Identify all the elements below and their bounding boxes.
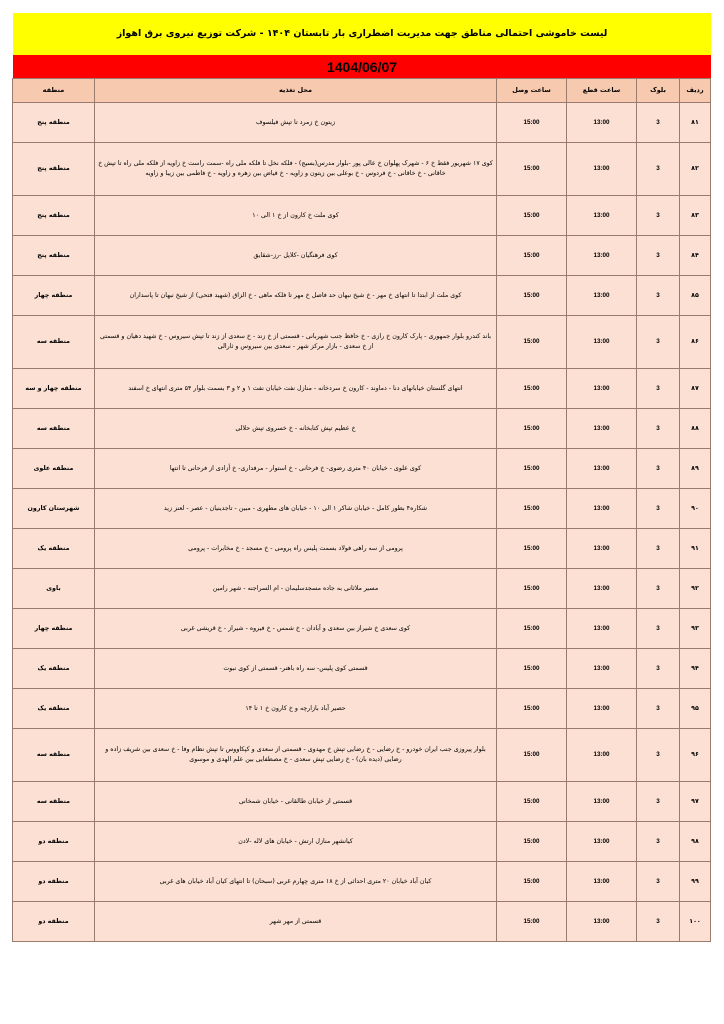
cell-row-number: ۸۹ bbox=[680, 449, 711, 489]
cell-feed-location: خ عظیم تپش کتابخانه - خ خسروی تپش حلالی bbox=[95, 409, 497, 449]
cell-feed-location: کوی ۱۷ شهریور فقط خ ۶ - شهرک پهلوان خ عالی پور -بلوار مدرس(بسیج) - فلکه نخل تا فلکه ملی راه -سمت راست خ زاویه از فلکه ملی راه تا تپش خ خاقانی - خ خاقانی - خ فردوس - خ بوعلی بین زیتون و زاویه - خ فیاض بین زهره و زاویه - خ فاطمی بین زیبا و زاویه bbox=[95, 143, 497, 196]
table-row bbox=[13, 782, 711, 822]
outage-schedule-table bbox=[12, 78, 711, 942]
cell-feed-location: انتهای گلستان خیابانهای دنا - دماوند - کارون خ سردخانه - منازل نفت خیابان نفت ۱ و ۲ و ۳ بسمت بلوار ۵۴ متری انتهای خ اسفند bbox=[95, 369, 497, 409]
cell-on-time: 15:00 bbox=[497, 103, 567, 143]
cell-feed-location: کوی فرهنگیان -کلایل -رز-شقایق bbox=[95, 236, 497, 276]
page-title: لیست خاموشی احتمالی مناطق جهت مدیریت اضطراری بار تابستان ۱۴۰۴ - شرکت توزیع نیروی برق اهواز bbox=[116, 27, 608, 39]
cell-off-time: 13:00 bbox=[567, 449, 637, 489]
cell-region: منطقه پنج bbox=[13, 196, 95, 236]
column-header-region: منطقه bbox=[13, 79, 95, 103]
cell-off-time: 13:00 bbox=[567, 409, 637, 449]
cell-block: 3 bbox=[637, 276, 680, 316]
cell-row-number: ۸۵ bbox=[680, 276, 711, 316]
cell-on-time: 15:00 bbox=[497, 449, 567, 489]
table-row bbox=[13, 729, 711, 782]
table-row bbox=[13, 143, 711, 196]
table-row bbox=[13, 103, 711, 143]
cell-feed-location: کیان آباد خیابان ۲۰ متری احداثی از خ ۱۸ متری چهارم غربی (سبحان) تا انتهای کیان آباد خیابان های غربی bbox=[95, 862, 497, 902]
cell-off-time: 13:00 bbox=[567, 782, 637, 822]
cell-region: منطقه یک bbox=[13, 649, 95, 689]
cell-row-number: ۸۲ bbox=[680, 143, 711, 196]
cell-feed-location: باند کندرو بلوار جمهوری - پارک کارون خ رازی - خ حافظ جنب شهربانی - قسمتی از خ زند - خ سعدی از زند تا تپش سیروس - خ شهید دهیان و قسمتی از خ سعدی - بازار مرکز شهر - سعدی بین سیروس و ثارالی bbox=[95, 316, 497, 369]
table-row bbox=[13, 196, 711, 236]
table-row bbox=[13, 862, 711, 902]
cell-off-time: 13:00 bbox=[567, 689, 637, 729]
cell-feed-location: کوی سعدی خ شیراز بین سعدی و آبادان - خ شمس - خ فیروه - شیراز - خ قریشی غربی bbox=[95, 609, 497, 649]
cell-region: منطقه پنج bbox=[13, 236, 95, 276]
cell-row-number: ۸۱ bbox=[680, 103, 711, 143]
cell-feed-location: شکاره۴ بطور کامل - خیابان شاکر ۱ الی ۱۰ - خیابان های مطهری - مبین - تاجدینیان - عصر - لعنز زید bbox=[95, 489, 497, 529]
cell-row-number: ۹۲ bbox=[680, 569, 711, 609]
column-header-off-time: ساعت قطع bbox=[567, 79, 637, 103]
cell-off-time: 13:00 bbox=[567, 143, 637, 196]
cell-row-number: ۹۱ bbox=[680, 529, 711, 569]
cell-on-time: 15:00 bbox=[497, 529, 567, 569]
cell-feed-location: کیانشهر منازل ارتش - خیابان های لاله -لادن bbox=[95, 822, 497, 862]
cell-region: منطقه یک bbox=[13, 529, 95, 569]
cell-block: 3 bbox=[637, 236, 680, 276]
cell-region: منطقه پنج bbox=[13, 143, 95, 196]
cell-feed-location: بلوار پیروزی جنب ایران خودرو - خ رضایی - خ رضایی تپش خ مهدوی - قسمتی از سعدی و کپکاووس تا تپش نظام وفا - خ سعدی بین شریف زاده و رضایی (دیده بان) - خ رضایی تپش سعدی - خ مصطفایی بین علم الهدی و موسوی bbox=[95, 729, 497, 782]
cell-region: باوی bbox=[13, 569, 95, 609]
cell-on-time: 15:00 bbox=[497, 236, 567, 276]
schedule-date: 1404/06/07 bbox=[326, 58, 398, 75]
cell-block: 3 bbox=[637, 862, 680, 902]
cell-feed-location: کوی علوی - خیابان ۴۰ متری رضوی- خ فرحانی - خ استوار - مرفداری- خ أزادی از فرحانی تا انتها bbox=[95, 449, 497, 489]
cell-region: منطقه دو bbox=[13, 822, 95, 862]
cell-on-time: 15:00 bbox=[497, 196, 567, 236]
cell-region: منطقه چهار و سه bbox=[13, 369, 95, 409]
cell-on-time: 15:00 bbox=[497, 729, 567, 782]
table-header-row bbox=[13, 79, 711, 103]
cell-region: منطقه پنج bbox=[13, 103, 95, 143]
cell-block: 3 bbox=[637, 449, 680, 489]
cell-off-time: 13:00 bbox=[567, 103, 637, 143]
table-row bbox=[13, 276, 711, 316]
cell-on-time: 15:00 bbox=[497, 489, 567, 529]
cell-row-number: ۸۷ bbox=[680, 369, 711, 409]
cell-region: منطقه سه bbox=[13, 316, 95, 369]
cell-off-time: 13:00 bbox=[567, 822, 637, 862]
cell-feed-location: حصیر آباد بازارچه و خ کارون خ ۱ تا ۱۴ bbox=[95, 689, 497, 729]
table-row bbox=[13, 369, 711, 409]
table-row bbox=[13, 609, 711, 649]
cell-off-time: 13:00 bbox=[567, 276, 637, 316]
cell-region: شهرستان کارون bbox=[13, 489, 95, 529]
cell-row-number: ۱۰۰ bbox=[680, 902, 711, 942]
cell-row-number: ۸۸ bbox=[680, 409, 711, 449]
date-banner bbox=[13, 55, 711, 78]
cell-block: 3 bbox=[637, 689, 680, 729]
table-row bbox=[13, 902, 711, 942]
cell-on-time: 15:00 bbox=[497, 369, 567, 409]
cell-off-time: 13:00 bbox=[567, 316, 637, 369]
cell-off-time: 13:00 bbox=[567, 369, 637, 409]
cell-row-number: ۸۶ bbox=[680, 316, 711, 369]
table-header bbox=[13, 79, 711, 103]
column-header-feed-location: محل تغذیه bbox=[95, 79, 497, 103]
cell-off-time: 13:00 bbox=[567, 862, 637, 902]
cell-region: منطقه چهار bbox=[13, 276, 95, 316]
cell-block: 3 bbox=[637, 316, 680, 369]
cell-on-time: 15:00 bbox=[497, 569, 567, 609]
cell-block: 3 bbox=[637, 369, 680, 409]
cell-feed-location: پرومی از سه راهی فولاد بسمت پلیس راه پرومی - خ مسجد - خ مخابرات - پرومی bbox=[95, 529, 497, 569]
cell-region: منطقه یک bbox=[13, 689, 95, 729]
cell-off-time: 13:00 bbox=[567, 649, 637, 689]
cell-off-time: 13:00 bbox=[567, 196, 637, 236]
cell-feed-location: زیتون خ زمرد تا تپش فیلسوف bbox=[95, 103, 497, 143]
cell-off-time: 13:00 bbox=[567, 489, 637, 529]
cell-row-number: ۹۷ bbox=[680, 782, 711, 822]
cell-on-time: 15:00 bbox=[497, 316, 567, 369]
cell-region: منطقه دو bbox=[13, 862, 95, 902]
cell-row-number: ۹۴ bbox=[680, 649, 711, 689]
cell-block: 3 bbox=[637, 569, 680, 609]
cell-region: منطقه سه bbox=[13, 409, 95, 449]
title-banner bbox=[13, 13, 711, 55]
cell-block: 3 bbox=[637, 409, 680, 449]
cell-on-time: 15:00 bbox=[497, 902, 567, 942]
cell-block: 3 bbox=[637, 902, 680, 942]
cell-on-time: 15:00 bbox=[497, 822, 567, 862]
cell-on-time: 15:00 bbox=[497, 649, 567, 689]
column-header-row-number: ردیف bbox=[680, 79, 711, 103]
table-row bbox=[13, 489, 711, 529]
cell-row-number: ۹۹ bbox=[680, 862, 711, 902]
cell-region: منطقه چهار bbox=[13, 609, 95, 649]
cell-row-number: ۸۴ bbox=[680, 236, 711, 276]
table-body bbox=[13, 103, 711, 942]
cell-block: 3 bbox=[637, 782, 680, 822]
cell-block: 3 bbox=[637, 649, 680, 689]
cell-on-time: 15:00 bbox=[497, 689, 567, 729]
table-row bbox=[13, 409, 711, 449]
cell-block: 3 bbox=[637, 489, 680, 529]
cell-off-time: 13:00 bbox=[567, 902, 637, 942]
cell-region: منطقه علوی bbox=[13, 449, 95, 489]
table-row bbox=[13, 236, 711, 276]
cell-off-time: 13:00 bbox=[567, 729, 637, 782]
cell-block: 3 bbox=[637, 196, 680, 236]
table-row bbox=[13, 529, 711, 569]
table-row bbox=[13, 316, 711, 369]
column-header-on-time: ساعت وصل bbox=[497, 79, 567, 103]
cell-row-number: ۹۵ bbox=[680, 689, 711, 729]
cell-on-time: 15:00 bbox=[497, 609, 567, 649]
table-row bbox=[13, 449, 711, 489]
cell-block: 3 bbox=[637, 103, 680, 143]
table-row bbox=[13, 822, 711, 862]
cell-off-time: 13:00 bbox=[567, 569, 637, 609]
cell-off-time: 13:00 bbox=[567, 236, 637, 276]
cell-feed-location: قسمتی کوی پلیس- سه راه باهنر- قسمتی از کوی نبوت bbox=[95, 649, 497, 689]
cell-region: منطقه سه bbox=[13, 729, 95, 782]
cell-feed-location: قسمتی از مهر شهر bbox=[95, 902, 497, 942]
table-row bbox=[13, 689, 711, 729]
cell-block: 3 bbox=[637, 729, 680, 782]
cell-row-number: ۹۸ bbox=[680, 822, 711, 862]
column-header-block: بلوک bbox=[637, 79, 680, 103]
cell-off-time: 13:00 bbox=[567, 609, 637, 649]
cell-row-number: ۹۳ bbox=[680, 609, 711, 649]
cell-off-time: 13:00 bbox=[567, 529, 637, 569]
cell-on-time: 15:00 bbox=[497, 862, 567, 902]
cell-block: 3 bbox=[637, 822, 680, 862]
cell-block: 3 bbox=[637, 143, 680, 196]
table-row bbox=[13, 649, 711, 689]
cell-on-time: 15:00 bbox=[497, 276, 567, 316]
table-row bbox=[13, 569, 711, 609]
cell-on-time: 15:00 bbox=[497, 143, 567, 196]
cell-region: منطقه دو bbox=[13, 902, 95, 942]
cell-region: منطقه سه bbox=[13, 782, 95, 822]
cell-row-number: ۸۳ bbox=[680, 196, 711, 236]
cell-feed-location: کوی ملت خ کارون از خ ۱ الی ۱۰ bbox=[95, 196, 497, 236]
cell-row-number: ۹۰ bbox=[680, 489, 711, 529]
cell-feed-location: مسیر ملاثانی به جاده مسجدسلیمان - ام السراجنه - شهر رامین bbox=[95, 569, 497, 609]
cell-block: 3 bbox=[637, 529, 680, 569]
cell-block: 3 bbox=[637, 609, 680, 649]
cell-row-number: ۹۶ bbox=[680, 729, 711, 782]
cell-on-time: 15:00 bbox=[497, 782, 567, 822]
cell-feed-location: کوی ملت از ابتدا تا انتهای خ مهر - خ شیخ نبهان حد فاصل خ مهر تا فلکه ماهی - خ الزاق (شهید فتحی) از شیخ نبهان تا پاسداران bbox=[95, 276, 497, 316]
cell-feed-location: قسمتی از خیابان طالقانی - خیابان شمخانی bbox=[95, 782, 497, 822]
cell-on-time: 15:00 bbox=[497, 409, 567, 449]
